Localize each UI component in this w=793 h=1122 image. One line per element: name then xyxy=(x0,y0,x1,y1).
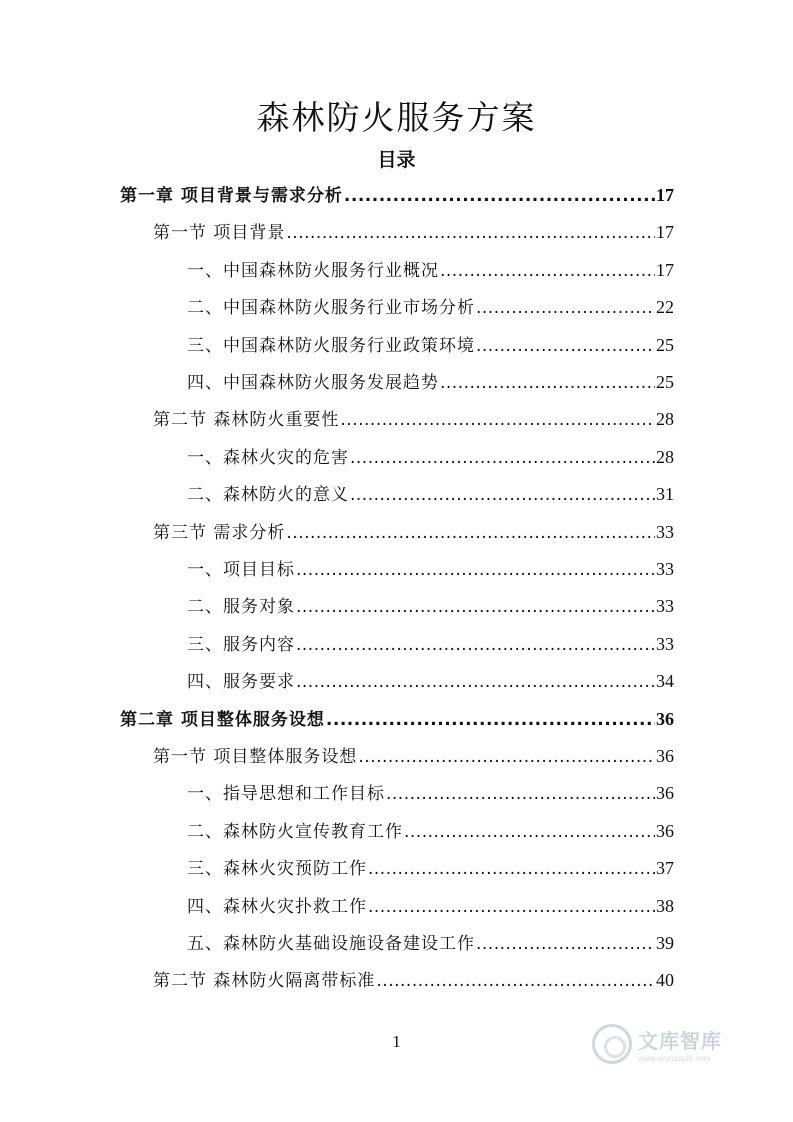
toc-entry-level-2[interactable] xyxy=(153,967,674,993)
toc-leader-dots xyxy=(296,557,655,583)
toc-entry-label: 五、森林防火基础设施设备建设工作 xyxy=(187,934,475,954)
toc-entry-page: 25 xyxy=(656,334,674,355)
toc-entry-page: 31 xyxy=(656,484,674,505)
toc-entry-label: 四、服务要求 xyxy=(187,672,295,693)
toc-leader-dots xyxy=(286,220,655,246)
toc-entry-page: 17 xyxy=(656,185,674,205)
toc-entry-label: 第二节 森林防火重要性 xyxy=(153,410,340,431)
toc-entry-label: 一、中国森林防火服务行业概况 xyxy=(187,260,439,281)
toc-entry-level-3[interactable] xyxy=(187,631,674,657)
toc-entry-page: 36 xyxy=(656,820,674,841)
toc-entry-label: 四、森林火灾扑救工作 xyxy=(187,896,367,917)
toc-entry-page: 22 xyxy=(656,297,674,318)
watermark xyxy=(592,1022,762,1066)
toc-entry-level-1[interactable] xyxy=(120,182,674,208)
toc-entry-level-3[interactable] xyxy=(187,556,674,582)
toc-entry-level-3[interactable] xyxy=(187,369,674,395)
toc-entry-level-2[interactable] xyxy=(153,519,674,545)
toc-leader-dots xyxy=(476,333,655,359)
toc-entry-page: 37 xyxy=(656,858,674,879)
toc-entry-page: 28 xyxy=(656,446,674,467)
toc-entry-level-3[interactable] xyxy=(187,257,674,283)
toc-entry-label: 三、中国森林防火服务行业政策环境 xyxy=(187,335,475,356)
toc-entry-level-3[interactable] xyxy=(187,668,674,694)
toc-entry-level-3[interactable] xyxy=(187,780,674,806)
toc-entry-page: 17 xyxy=(656,222,674,243)
toc-entry-label: 二、森林防火的意义 xyxy=(187,485,349,506)
toc-entry-level-3[interactable] xyxy=(187,444,674,470)
toc-leader-dots xyxy=(440,370,655,396)
toc-entry-page: 28 xyxy=(656,409,674,430)
toc-leader-dots xyxy=(286,520,655,546)
toc-entry-label: 第二节 森林防火隔离带标准 xyxy=(153,971,376,992)
toc-entry-label: 一、指导思想和工作目标 xyxy=(187,784,385,805)
toc-entry-level-3[interactable] xyxy=(187,893,674,919)
toc-leader-dots xyxy=(476,931,655,957)
toc-leader-dots xyxy=(350,482,655,508)
toc-entry-page: 33 xyxy=(656,559,674,579)
toc-entry-page: 25 xyxy=(656,372,674,392)
toc-entry-label: 一、项目目标 xyxy=(187,560,295,580)
toc-entry-page: 36 xyxy=(656,708,674,729)
toc-entry-page: 38 xyxy=(656,895,674,916)
toc-leader-dots xyxy=(368,856,655,882)
toc-leader-dots xyxy=(386,781,655,807)
toc-entry-page: 34 xyxy=(656,671,674,692)
toc-entry-page: 33 xyxy=(656,521,674,542)
toc-entry-page: 36 xyxy=(656,746,674,766)
toc-entry-page: 40 xyxy=(656,970,674,991)
toc-entry-level-3[interactable] xyxy=(187,930,674,956)
toc-entry-level-3[interactable] xyxy=(187,593,674,619)
toc-leader-dots xyxy=(344,183,655,209)
page-number: 1 xyxy=(392,1032,401,1051)
watermark-logo-icon xyxy=(592,1024,632,1064)
toc-entry-page: 33 xyxy=(656,596,674,617)
toc-leader-dots xyxy=(296,594,655,620)
toc-entry-level-1[interactable] xyxy=(120,706,674,732)
toc-entry-label: 三、服务内容 xyxy=(187,634,295,655)
toc-entry-level-2[interactable] xyxy=(153,219,674,245)
document-title: 森林防火服务方案 xyxy=(256,98,537,137)
toc-leader-dots xyxy=(340,407,655,433)
watermark-url: www.wenduozk.com xyxy=(638,1054,711,1063)
watermark-name: 文库智库 xyxy=(638,1029,722,1053)
toc-entry-page: 17 xyxy=(656,259,674,280)
toc-entry-label: 四、中国森林防火服务发展趋势 xyxy=(187,373,439,393)
toc-leader-dots xyxy=(404,819,655,845)
toc-entry-label: 二、森林防火宣传教育工作 xyxy=(187,821,403,842)
toc-entry-label: 二、中国森林防火服务行业市场分析 xyxy=(187,298,475,319)
toc-entry-level-2[interactable] xyxy=(153,743,674,769)
toc-entry-page: 39 xyxy=(656,933,674,953)
toc-entry-label: 一、森林火灾的危害 xyxy=(187,447,349,468)
toc-leader-dots xyxy=(296,669,655,695)
toc-entry-level-3[interactable] xyxy=(187,332,674,358)
toc-entry-label: 第一节 项目背景 xyxy=(153,223,286,244)
toc-entry-level-3[interactable] xyxy=(187,818,674,844)
toc-leader-dots xyxy=(476,295,655,321)
toc-leader-dots xyxy=(368,894,655,920)
toc-leader-dots xyxy=(296,632,655,658)
toc-leader-dots xyxy=(326,707,655,733)
toc-heading: 目录 xyxy=(377,149,416,171)
toc-entry-level-3[interactable] xyxy=(187,855,674,881)
toc-entry-label: 三、森林火灾预防工作 xyxy=(187,859,367,880)
toc-entry-level-2[interactable] xyxy=(153,406,674,432)
toc-entry-level-3[interactable] xyxy=(187,481,674,507)
toc-entry-page: 33 xyxy=(656,633,674,654)
toc-entry-page: 36 xyxy=(656,783,674,804)
toc-entry-level-3[interactable] xyxy=(187,294,674,320)
toc-leader-dots xyxy=(350,445,655,471)
toc-leader-dots xyxy=(440,258,655,284)
toc-leader-dots xyxy=(376,968,655,994)
toc-entry-label: 第一章 项目背景与需求分析 xyxy=(120,186,343,206)
toc-entry-label: 第二章 项目整体服务设想 xyxy=(120,709,325,730)
toc-leader-dots xyxy=(358,744,655,770)
toc-entry-label: 第一节 项目整体服务设想 xyxy=(153,747,358,767)
toc-entry-label: 第三节 需求分析 xyxy=(153,522,286,543)
toc-entry-label: 二、服务对象 xyxy=(187,597,295,618)
